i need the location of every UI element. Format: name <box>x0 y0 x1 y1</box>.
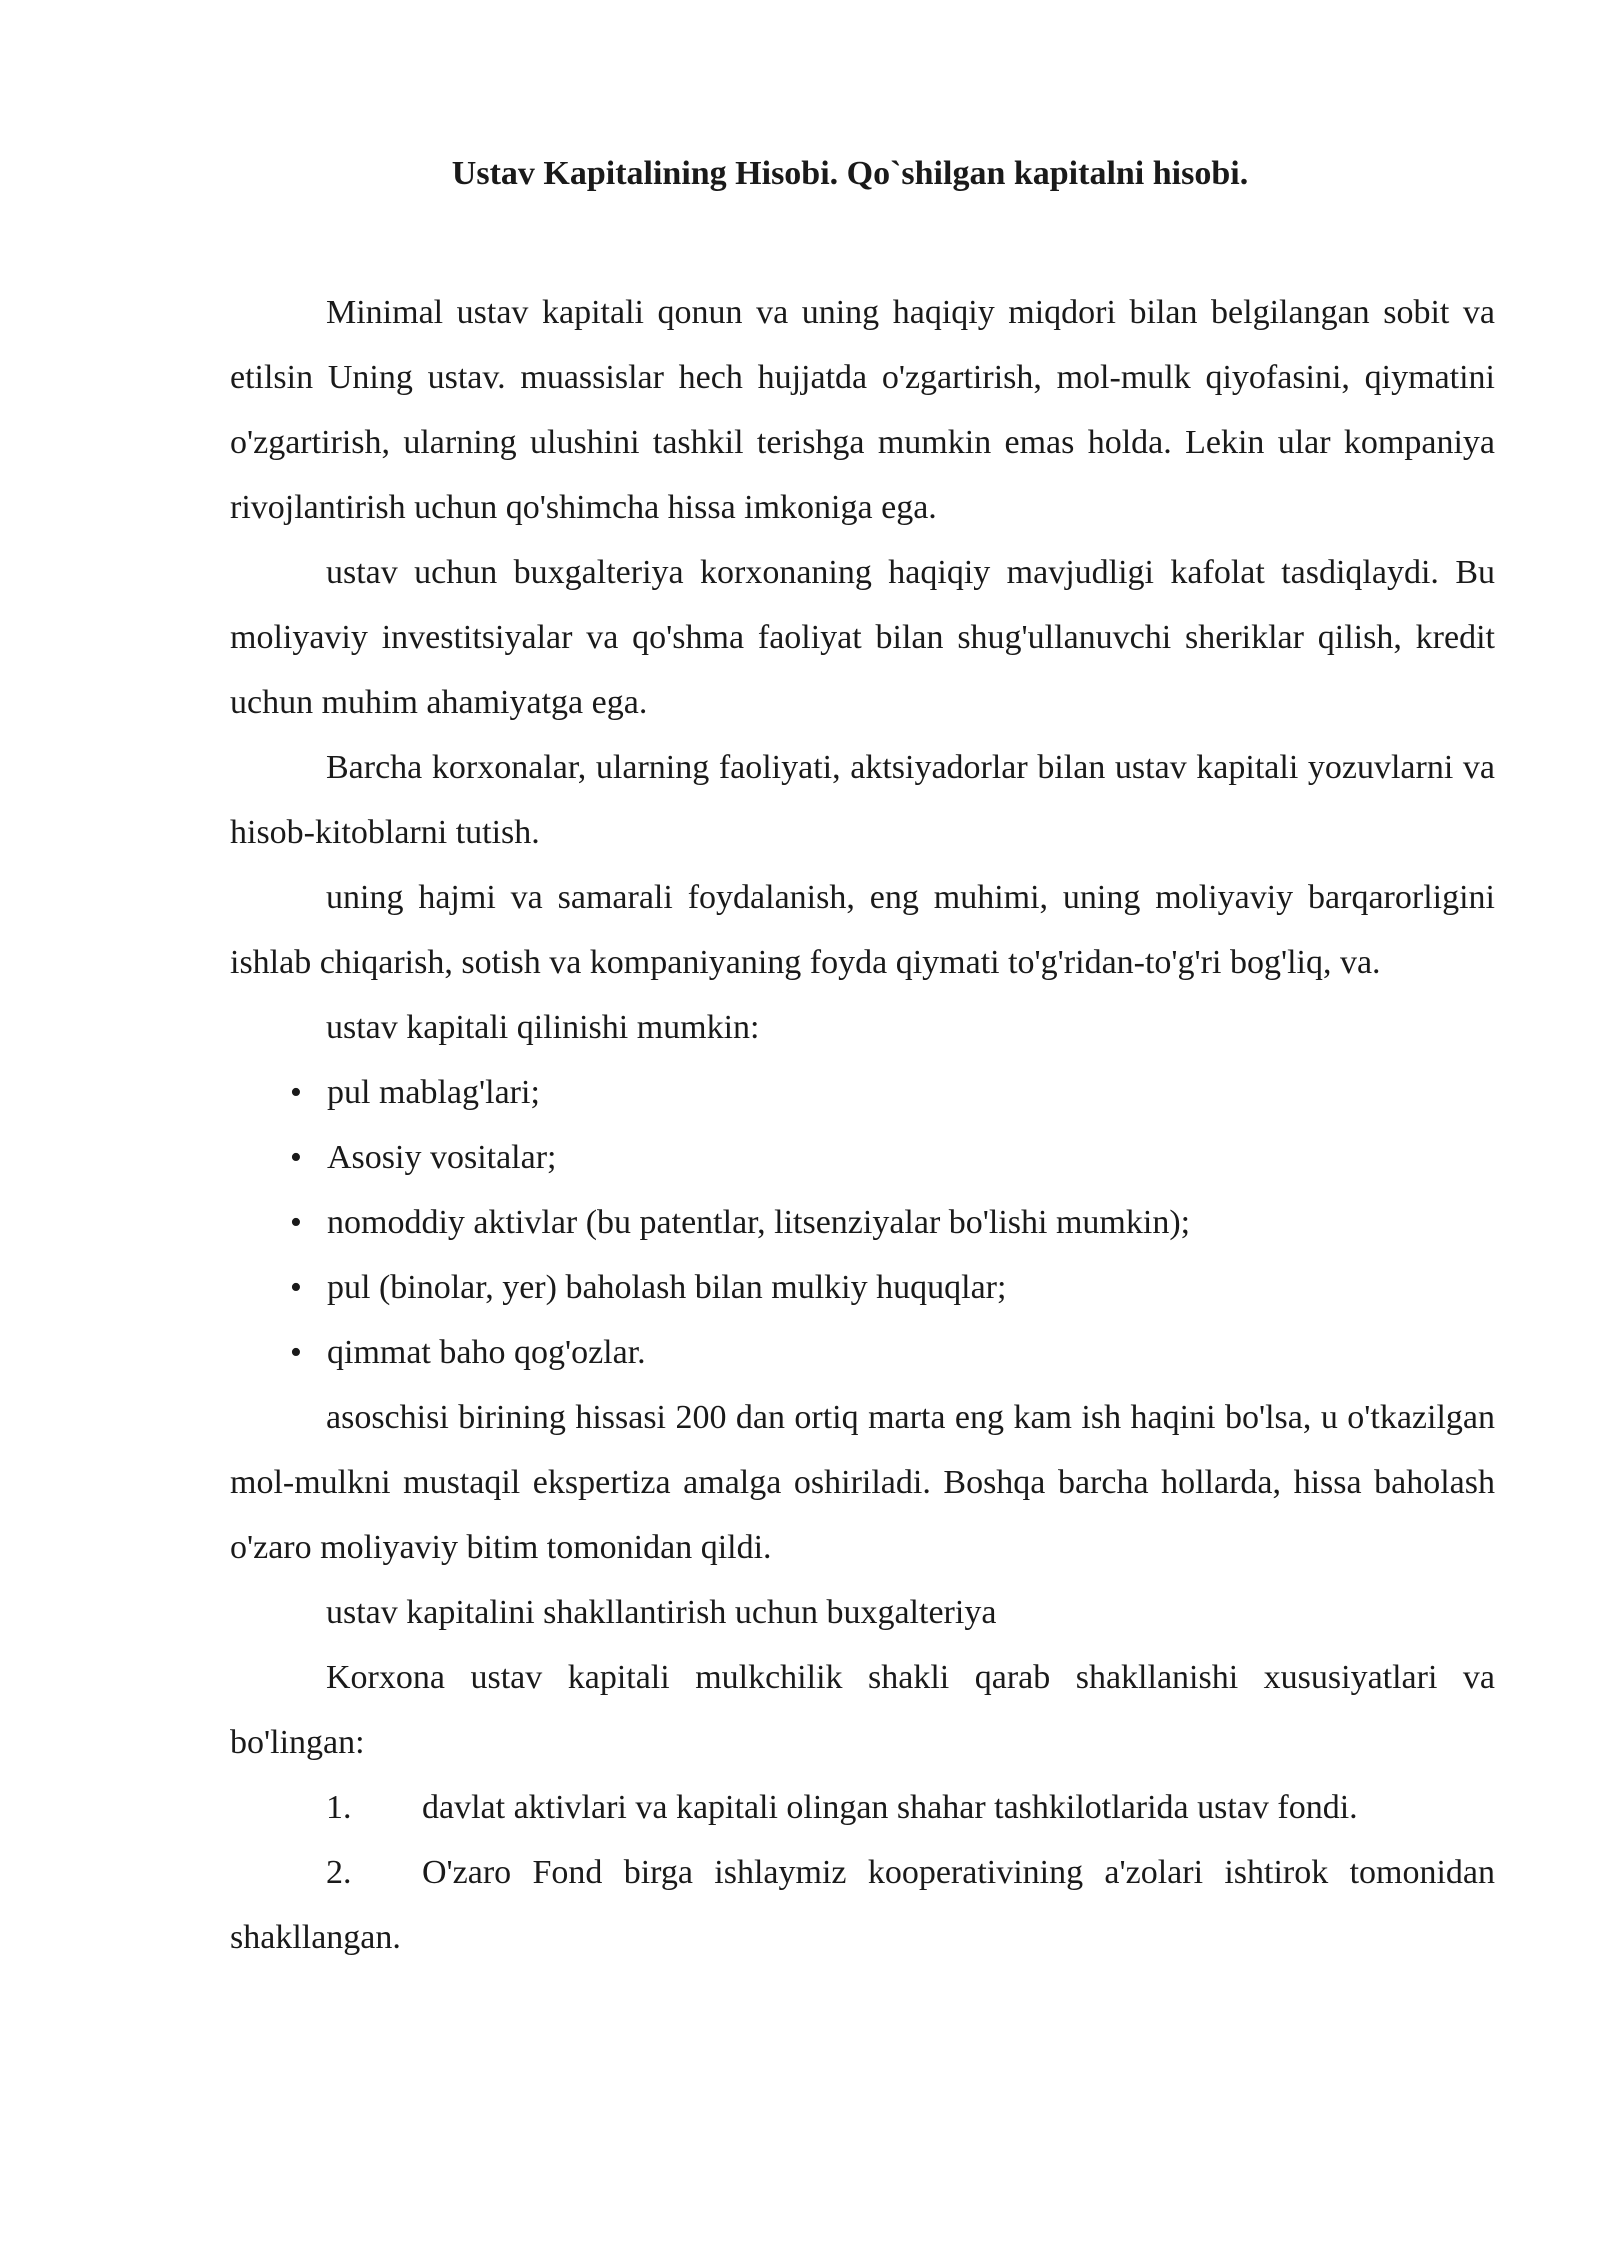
bullet-text: pul (binolar, yer) baholash bilan mulkiy huquqlar; <box>327 1269 1007 1306</box>
bullet-text: Asosiy vositalar; <box>327 1139 557 1176</box>
bullet-icon: • <box>290 1139 302 1176</box>
paragraph: asoschisi birining hissasi 200 dan ortiq marta eng kam ish haqini bo'lsa, u o'tkazilgan mol-mulkni mustaqil ekspertiza amalga oshiriladi. Boshqa barcha hollarda, hissa baholash o'zaro moliyaviy bitim tomonidan qildi. <box>230 1399 1495 1566</box>
paragraph: ustav kapitali qilinishi mumkin: <box>326 1009 760 1046</box>
bullet-text: pul mablag'lari; <box>327 1074 540 1111</box>
numbered-item <box>230 1840 1495 1970</box>
paragraph: ustav kapitalini shakllantirish uchun buxgalteriya <box>326 1594 997 1631</box>
item-number: 1. <box>326 1789 352 1826</box>
item-text: O'zaro Fond birga ishlaymiz kooperativining a'zolari ishtirok tomonidan shakllangan. <box>230 1854 1495 1956</box>
item-text: davlat aktivlari va kapitali olingan shahar tashkilotlarida ustav fondi. <box>422 1789 1358 1826</box>
bullet-item <box>230 1190 1495 1255</box>
bullet-list <box>230 1060 1495 1385</box>
paragraph: ustav uchun buxgalteriya korxonaning haqiqiy mavjudligi kafolat tasdiqlaydi. Bu moliyaviy investitsiyalar va qo'shma faoliyat bilan shug'ullanuvchi sheriklar qilish, kredit uchun muhim ahamiyatga ega. <box>230 554 1495 721</box>
paragraph: uning hajmi va samarali foydalanish, eng muhimi, uning moliyaviy barqarorligini ishlab chiqarish, sotish va kompaniyaning foyda qiymati to'g'ridan-to'g'ri bog'liq, va. <box>230 879 1495 981</box>
bullet-icon: • <box>290 1334 302 1371</box>
paragraph: Barcha korxonalar, ularning faoliyati, aktsiyadorlar bilan ustav kapitali yozuvlarni va hisob-kitoblarni tutish. <box>230 749 1495 851</box>
document-title: Ustav Kapitalining Hisobi. Qo`shilgan kapitalni hisobi. <box>451 155 1249 192</box>
bullet-item <box>230 1320 1495 1385</box>
bullet-item <box>230 1060 1495 1125</box>
item-number: 2. <box>326 1854 352 1891</box>
document-body <box>230 280 1495 1970</box>
bullet-item <box>230 1125 1495 1190</box>
bullet-text: nomoddiy aktivlar (bu patentlar, litsenziyalar bo'lishi mumkin); <box>327 1204 1191 1241</box>
numbered-list <box>230 1775 1495 1970</box>
bullet-text: qimmat baho qog'ozlar. <box>327 1334 646 1371</box>
bullet-icon: • <box>290 1204 302 1241</box>
bullet-item <box>230 1255 1495 1320</box>
bullet-icon: • <box>290 1074 302 1111</box>
bullet-icon: • <box>290 1269 302 1306</box>
numbered-item <box>230 1775 1495 1840</box>
paragraph: Minimal ustav kapitali qonun va uning haqiqiy miqdori bilan belgilangan sobit va etilsin Uning ustav. muassislar hech hujjatda o'zgartirish, mol-mulk qiyofasini, qiymatini o'zgartirish, ularning ulushini tashkil terishga mumkin emas holda. Lekin ular kompaniya rivojlantirish uchun qo'shimcha hissa imkoniga ega. <box>230 294 1495 526</box>
paragraph: Korxona ustav kapitali mulkchilik shakli qarab shakllanishi xususiyatlari va bo'lingan: <box>230 1659 1495 1761</box>
